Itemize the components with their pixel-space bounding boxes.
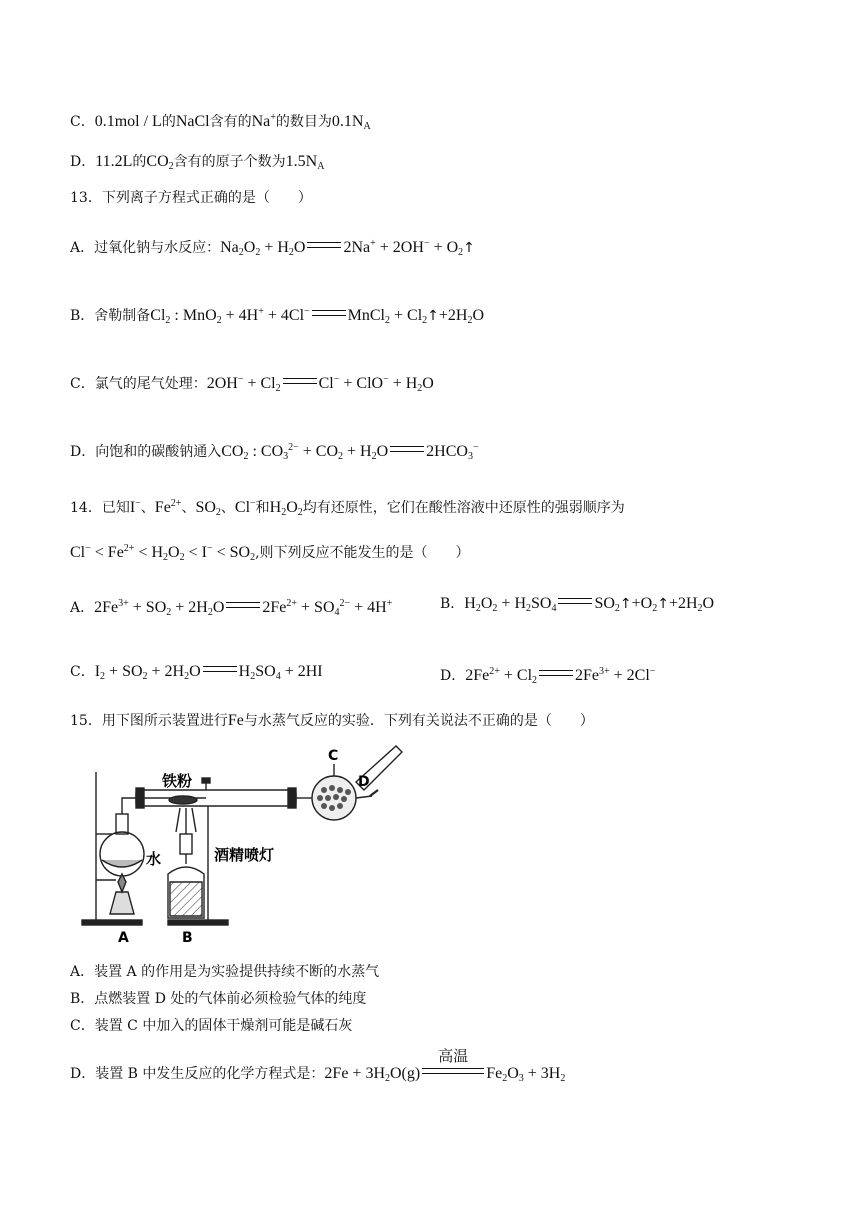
reaction-condition: 高温 [438, 1047, 469, 1065]
label-iron-powder: 铁粉 [162, 772, 193, 790]
label-d: D [358, 774, 370, 790]
q15-option-b: B．点燃装置 D 处的气体前必须检验气体的纯度 [70, 991, 367, 1007]
q15-stem: 15．用下图所示装置进行Fe与水蒸气反应的实验．下列有关说法不正确的是（ ） [70, 712, 594, 729]
label-b: B [182, 930, 193, 946]
q14-option-d: D．$2Fe^{2+} + Cl_2$ $2Fe^{3+} + 2Cl^-$ [440, 666, 656, 686]
q15-option-d: D．装置 B 中发生反应的化学方程式是：$2Fe + 3H_2O(g)$ 高温 $Fe_2O_3 + 3H_2$ [70, 1047, 566, 1084]
q13-stem: 13．下列离子方程式正确的是（ ） [70, 190, 312, 206]
q15-option-c: C．装置 C 中加入的固体干燥剂可能是碱石灰 [70, 1018, 353, 1034]
q13-option-c: C．氯气的尾气处理：$2OH^- + Cl_2$ $Cl^- + ClO^- + H_2O$ [70, 374, 434, 394]
q14-option-b: B．$H_2O_2 + H_2SO_4$ $SO_2↑+O_2↑+2H_2O$ [440, 595, 715, 614]
q14-stem-line1: 14．已知I−、$Fe^{2+}$、$SO_2$、Cl−和$H_2O_2$均有还原性，它们在酸性溶液中还原性的强弱顺序为 [70, 498, 625, 518]
q13-option-a: A．过氧化钠与水反应：$Na_2O_2 + H_2O$ $2Na^+ + 2OH^- + O_2↑$ [70, 238, 475, 258]
q15-option-a: A．装置 A 的作用是为实验提供持续不断的水蒸气 [70, 964, 380, 980]
q13-option-d: D．向饱和的碳酸钠通入$CO_2$ : $CO_3^{2-} + CO_2 + H_2O$ $2HCO_3^-$ [70, 442, 479, 462]
label-c: C [328, 748, 339, 764]
apparatus-diagram [76, 742, 406, 952]
q12-option-d: D．11.2L的$CO_2$含有的原子个数为$1.5N_A$ [70, 153, 325, 172]
q12-option-c: C．0.1mol / L的NaCl含有的Na+的数目为$0.1N_A$ [70, 112, 371, 132]
label-water: 水 [146, 850, 162, 868]
label-a: A [118, 930, 129, 946]
q13-option-b: B．舍勒制备$Cl_2$ : MnO$_2$ + 4H+ + 4Cl− MnCl$_2$ + $Cl_2↑+2H_2O$ [70, 306, 485, 326]
label-alcohol-lamp: 酒精喷灯 [214, 846, 275, 864]
q14-option-a: A．$2Fe^{3+} + SO_2 + 2H_2O$ $2Fe^{2+} + SO_4^{2-} + 4H^+$ [70, 598, 393, 618]
q14-option-c: C．$I_2 + SO_2 + 2H_2O$ $H_2SO_4 + 2HI$ [70, 663, 323, 682]
q14-stem-line2: $Cl^- < Fe^{2+} < H_2O_2 < I^- < SO_2$,则下列反应不能发生的是（ ） [70, 543, 470, 563]
